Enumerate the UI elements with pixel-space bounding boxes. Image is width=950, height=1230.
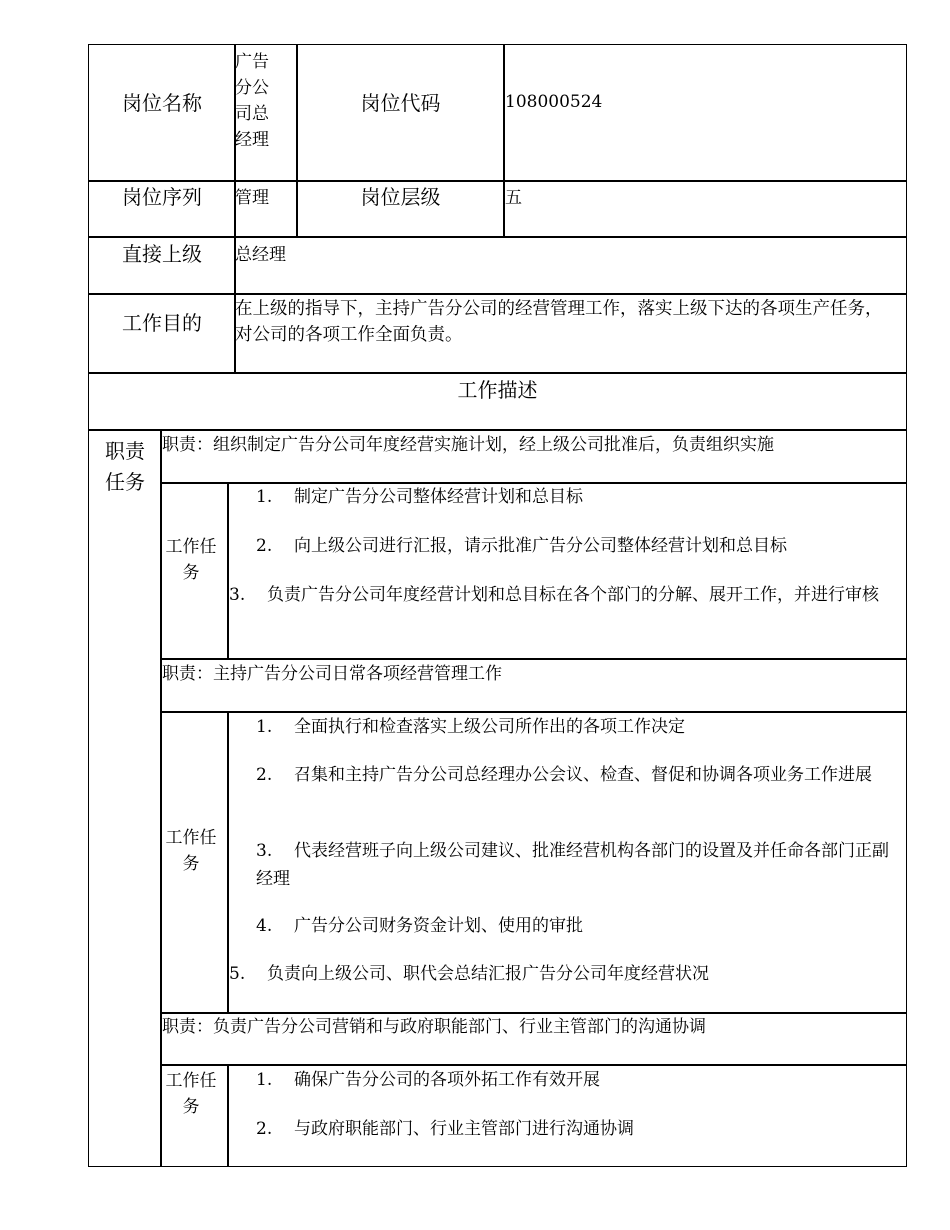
duty-title: 职责：负责广告分公司营销和与政府职能部门、行业主管部门的沟通协调 xyxy=(162,1017,706,1037)
work-description-title: 工作描述 xyxy=(457,378,538,402)
position-series-value: 管理 xyxy=(235,188,269,208)
supervisor-value: 总经理 xyxy=(235,245,286,265)
task-item: 2. 与政府职能部门、行业主管部门进行沟通协调 xyxy=(256,1119,634,1139)
row-divider xyxy=(88,372,907,374)
position-code-value: 108000524 xyxy=(505,92,603,112)
row-divider xyxy=(88,236,907,238)
task-label: 工作任务 xyxy=(165,828,217,874)
purpose-value: 在上级的指导下，主持广告分公司的经营管理工作，落实上级下达的各项生产任务，对公司的各项工作全面负责。 xyxy=(235,299,883,345)
row-divider xyxy=(160,1012,907,1014)
position-name-value: 广告分公司总经理 xyxy=(235,52,269,150)
position-level-value: 五 xyxy=(505,188,522,208)
task-item: 2. 召集和主持广告分公司总经理办公会议、检查、督促和协调各项业务工作进展 xyxy=(256,765,872,785)
duty-title: 职责：组织制定广告分公司年度经营实施计划，经上级公司批准后，负责组织实施 xyxy=(162,435,774,455)
row-divider xyxy=(88,180,907,182)
position-level-label: 岗位层级 xyxy=(360,185,441,209)
duty-title: 职责：主持广告分公司日常各项经营管理工作 xyxy=(162,664,502,684)
task-item: 3. 代表经营班子向上级公司建议、批准经营机构各部门的设置及并任命各部门正副经理 xyxy=(256,841,889,889)
duties-label: 职责任务 xyxy=(105,439,145,494)
supervisor-label: 直接上级 xyxy=(122,242,202,266)
task-item: 5. 负责向上级公司、职代会总结汇报广告分公司年度经营状况 xyxy=(229,964,709,984)
position-series-label: 岗位序列 xyxy=(122,185,202,209)
col-divider xyxy=(227,482,229,659)
row-divider xyxy=(160,658,907,660)
task-item: 2. 向上级公司进行汇报，请示批准广告分公司整体经营计划和总目标 xyxy=(256,536,787,556)
task-item: 4. 广告分公司财务资金计划、使用的审批 xyxy=(256,916,583,936)
row-divider xyxy=(88,293,907,295)
row-divider xyxy=(88,429,907,431)
task-label: 工作任务 xyxy=(165,537,217,583)
task-item: 3. 负责广告分公司年度经营计划和总目标在各个部门的分解、展开工作，并进行审核 xyxy=(229,585,879,605)
purpose-label: 工作目的 xyxy=(122,311,202,335)
task-item: 1. 制定广告分公司整体经营计划和总目标 xyxy=(256,487,583,507)
task-label: 工作任务 xyxy=(165,1071,217,1117)
position-name-label: 岗位名称 xyxy=(122,91,202,115)
col-divider xyxy=(227,1064,229,1167)
task-item: 1. 全面执行和检查落实上级公司所作出的各项工作决定 xyxy=(256,717,685,737)
position-code-label: 岗位代码 xyxy=(360,91,441,115)
task-item: 1. 确保广告分公司的各项外拓工作有效开展 xyxy=(256,1070,600,1090)
